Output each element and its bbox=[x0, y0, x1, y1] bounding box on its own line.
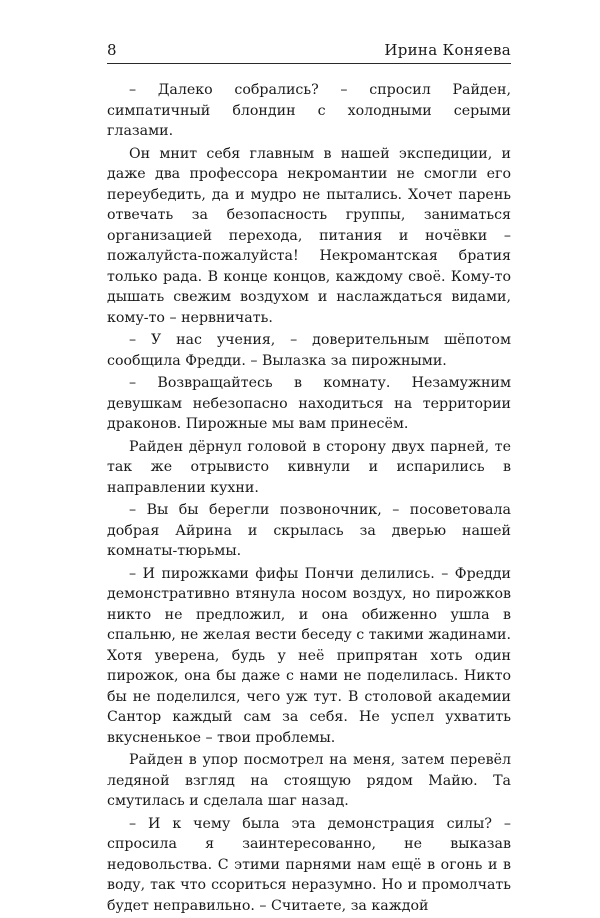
paragraph: – И пирожками фифы Пончи делились. – Фредди демонстративно втянула носом воздух, но пирожков никто не предложил, и она обиженно ушла в спальню, не желая вести беседу с такими жадинами. Хотя уверена, будь у неё припрятан хоть один пирожок, она бы даже с нами не поделилась. Никто бы не поделился, чего уж тут. В столовой академии Сантор каждый сам за себя. Не успел ухватить вкусненькое – твои проблемы. bbox=[107, 565, 511, 746]
paragraph: – Возвращайтесь в комнату. Незамужним девушкам небезопасно находиться на территории драконов. Пирожные мы вам принесём. bbox=[107, 375, 511, 432]
paragraph: – Вы бы берегли позвоночник, – посоветовала добрая Айрина и скрылась за дверью нашей комнаты-тюрьмы. bbox=[107, 502, 511, 559]
body-text bbox=[107, 80, 511, 918]
paragraph: Райден дёрнул головой в сторону двух парней, те так же отрывисто кивнули и испарились в направлении кухни. bbox=[107, 438, 511, 496]
paragraph: – У нас учения, – доверительным шёпотом сообщила Фредди. – Вылазка за пирожными. bbox=[107, 332, 511, 369]
paragraph: – Далеко собрались? – спросил Райден, симпатичный блондин с холодными серыми глазами. bbox=[107, 82, 511, 139]
paragraph: Он мнит себя главным в нашей экспедиции, и даже два профессора некромантии не смогли его переубедить, да и мудро не пытались. Хочет парень отвечать за безопасность группы, заниматься организацией перехода, питания и ночёвки – пожалуйста-пожалуйста! Некромантская братия только рада. В конце концов, каждому своё. Кому-то дышать свежим воздухом и наслаждаться видами, кому-то – нервничать. bbox=[107, 145, 511, 326]
page-number: 8 bbox=[107, 41, 117, 59]
page-header bbox=[107, 41, 511, 64]
paragraph: – И к чему была эта демонстрация силы? – спросила я заинтересованно, не выказав недовольства. С этими парнями нам ещё в огонь и в воду, так что ссориться неразумно. Но и промолчать будет неправильно. – Считаете, за каждой bbox=[107, 815, 511, 914]
running-head-author: Ирина Коняева bbox=[384, 41, 511, 59]
paragraph: Райден в упор посмотрел на меня, затем перевёл ледяной взгляд на стоящую рядом Майю. Та смутилась и сделала шаг назад. bbox=[107, 752, 511, 809]
